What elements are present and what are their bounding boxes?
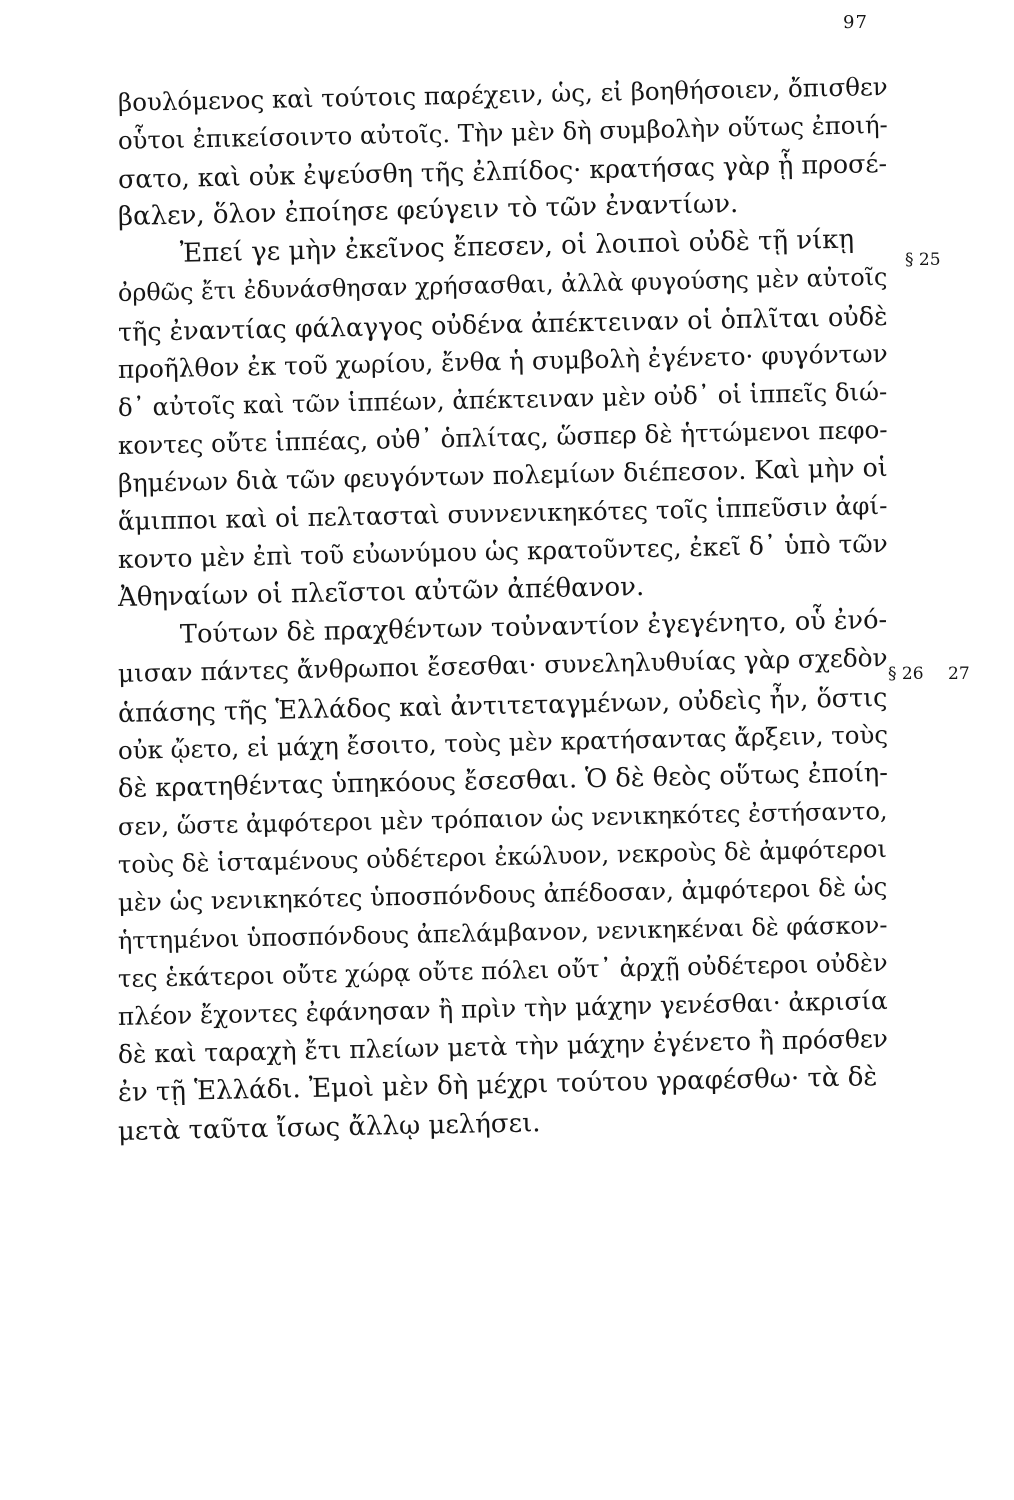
- text-line: μὲν ὡς νενικηκότες ὑποσπόνδους ἀπέδοσαν, ἀμφότεροι δὲ ὡς: [117, 871, 888, 917]
- text-line: ὀρθῶς ἔτι ἐδυνάσθησαν χρήσασθαι, ἀλλὰ φυγούσης μὲν αὐτοῖς: [117, 263, 888, 308]
- text-line: Τούτων δὲ πραχθέντων τοὐναντίον ἐγεγένητο, οὗ ἐνό-: [179, 605, 888, 651]
- text-line: πλέον ἔχοντες ἐφάνησαν ἢ πρὶν τὴν μάχην γενέσθαι· ἀκρισία: [117, 986, 888, 1032]
- section-mark-26: § 26: [888, 664, 924, 684]
- text-line: ἐν τῇ Ἑλλάδι. Ἐμοὶ μὲν δὴ μέχρι τούτου γραφέσθω· τὰ δὲ: [117, 1062, 878, 1109]
- text-line: βουλόμενος καὶ τούτοις παρέχειν, ὡς, εἰ βοηθήσοιεν, ὄπισθεν: [117, 71, 888, 117]
- text-line: δὲ καὶ ταραχὴ ἔτι πλείων μετὰ τὴν μάχην ἐγένετο ἢ πρόσθεν: [117, 1024, 889, 1070]
- text-line: Ἀθηναίων οἱ πλεῖστοι αὐτῶν ἀπέθανον.: [117, 572, 645, 614]
- text-line: τῆς ἐναντίας φάλαγγος οὐδένα ἀπέκτειναν οἱ ὁπλῖται οὐδὲ: [117, 300, 888, 347]
- text-line: μετὰ ταῦτα ἴσως ἄλλῳ μελήσει.: [117, 1107, 541, 1147]
- text-line: ἅμιπποι καὶ οἱ πελτασταὶ συννενικηκότες τοῖς ἱππεῦσιν ἀφί-: [117, 490, 888, 537]
- text-line: δ᾽ αὐτοῖς καὶ τῶν ἱππέων, ἀπέκτειναν μὲν οὐδ᾽ οἱ ἱππεῖς διώ-: [117, 376, 888, 422]
- text-line: ἁπάσης τῆς Ἑλλάδος καὶ ἀντιτεταγμένων, οὐδεὶς ἦν, ὅστις: [117, 681, 888, 728]
- text-block: [117, 71, 889, 1151]
- text-line: κοντο μὲν ἐπὶ τοῦ εὐωνύμου ὡς κρατοῦντες, ἐκεῖ δ᾽ ὑπὸ τῶν: [117, 529, 889, 575]
- text-line: οὐκ ᾤετο, εἰ μάχη ἔσοιτο, τοὺς μὲν κρατήσαντας ἄρξειν, τοὺς: [117, 719, 889, 765]
- text-line: τοὺς δὲ ἱσταμένους οὐδέτεροι ἐκώλυον, νεκροὺς δὲ ἀμφότεροι: [117, 834, 888, 879]
- text-line: κοντες οὔτε ἱππέας, οὐθ᾽ ὁπλίτας, ὥσπερ δὲ ἡττώμενοι πεφο-: [117, 414, 888, 460]
- page-number: 97: [843, 12, 868, 33]
- text-line: βαλεν, ὅλον ἐποίησε φεύγειν τὸ τῶν ἐναντίων.: [117, 189, 739, 233]
- text-line: βημένων διὰ τῶν φευγόντων πολεμίων διέπεσον. Καὶ μὴν οἱ: [117, 452, 888, 498]
- text-line: ἡττημένοι ὑποσπόνδους ἀπελάμβανον, νενικηκέναι δὲ φάσκον-: [117, 910, 888, 956]
- text-line: μισαν πάντες ἄνθρωποι ἔσεσθαι· συνεληλυθυίας γὰρ σχεδὸν: [117, 643, 888, 689]
- text-line: σατο, καὶ οὐκ ἐψεύσθη τῆς ἐλπίδος· κρατήσας γὰρ ᾗ προσέ-: [117, 148, 888, 195]
- text-line: σεν, ὥστε ἀμφότεροι μὲν τρόπαιον ὡς νενικηκότες ἐστήσαντο,: [117, 796, 888, 841]
- text-line: προῆλθον ἐκ τοῦ χωρίου, ἔνθα ἡ συμβολὴ ἐγένετο· φυγόντων: [117, 338, 888, 384]
- text-line: Ἐπεί γε μὴν ἐκεῖνος ἔπεσεν, οἱ λοιποὶ οὐδὲ τῇ νίκῃ: [179, 224, 855, 270]
- section-mark-27: 27: [948, 664, 970, 684]
- text-line: οὗτοι ἐπικείσοιντο αὐτοῖς. Τὴν μὲν δὴ συμβολὴν οὕτως ἐποιή-: [117, 109, 888, 156]
- text-line: δὲ κρατηθέντας ὑπηκόους ἔσεσθαι. Ὁ δὲ θεὸς οὕτως ἐποίη-: [117, 757, 889, 804]
- text-line: τες ἑκάτεροι οὔτε χώρᾳ οὔτε πόλει οὔτ᾽ ἀρχῇ οὐδέτεροι οὐδὲν: [117, 948, 888, 994]
- section-mark-25: § 25: [905, 250, 941, 270]
